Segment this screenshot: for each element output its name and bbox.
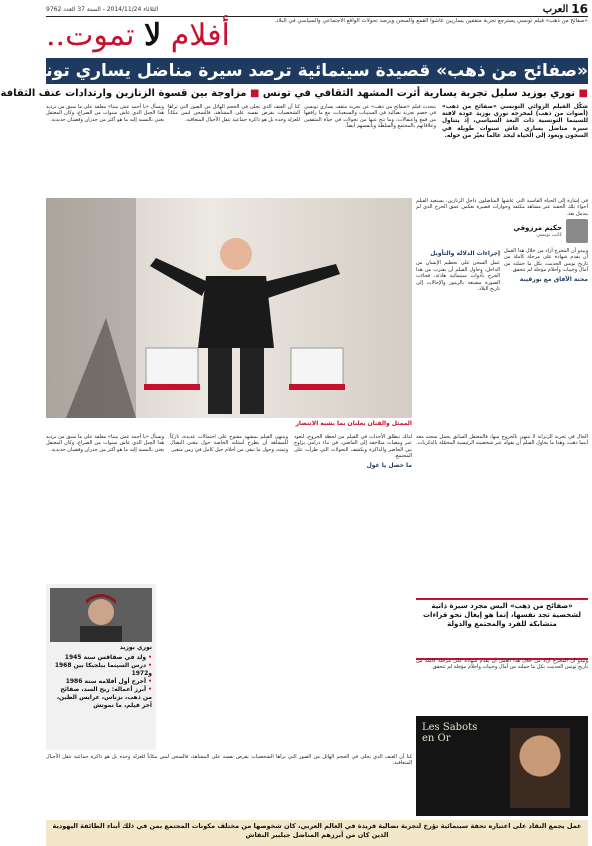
pull-quote: «صفائح من ذهب» اليس مجرد سيرة ذاتية لشخصية تجد نفسها، إنما هو إيغال نحو قراءات متشابكة للفرد والمجتمع والدولة — [416, 598, 588, 660]
photo-scene — [46, 198, 412, 418]
poster-face-icon — [510, 728, 570, 808]
article-column: ويسأل «يا أحمد عش بيننا» معلقة على ما سبق من ترديد هذا الجيل الذي عاش سنوات من الصراع، وكان المعتقل يعني بالنسبة إليه ما هو أكثر من جدران وقضبان حديدية. — [46, 434, 164, 453]
article-photo — [46, 198, 412, 418]
actor-arm-icon — [150, 258, 208, 296]
section-title-red: أفلام — [170, 18, 230, 53]
article-column: الحال في تجربة الزنزانة لا تنتهي بالخروج منها، فالمعتقل السابق يحمل سجنه معه أينما ذهب، وهذا ما يحاول الفيلم أن يقوله عبر شخصيته الرئيسية المحمّلة بالذكريات. — [416, 434, 588, 447]
subhead-part-2: مزاوجة بين قسوة الزنازين وارتدادات عنف الثقافة — [0, 88, 247, 99]
director-portrait-icon — [50, 588, 152, 642]
article-column: يتحدث فيلم «صفائح من ذهب» عن تجربة مثقف يساري تونسي في خضم تجربة نضالية في الستينات والسبعينات، مع ما رافقها من قمع واعتقالات، وما نتج عنها من تحولات في حياة المثقفين وعلاقاتهم بالمجتمع والسلطة وبأنفسهم أيضاً. — [304, 104, 436, 130]
bio-item: • درس السينما ببلجيكا بين 1968 و1972 — [50, 662, 152, 678]
article-column: ويبدو أن المخرج أراد من خلال هذا العمل أن يقدم شهادة على مرحلة كاملة من تاريخ تونس الحديث، بكل ما حملته من آمال وخيبات وأحلام مؤجلة لم تتحقق. — [416, 658, 588, 671]
actor-body-icon — [198, 276, 274, 348]
photo-caption: الممثل والفنان يعلنان بما يشبه الانتصار — [295, 420, 412, 427]
section-title-tail: تموت.. — [46, 18, 135, 53]
bio-item: • أخرج أول أفلامه سنة 1986 — [50, 678, 152, 686]
footer-banner: عمل يجمع النقاد على اعتباره تحفة سينمائية تؤرخ لتجربة نضالية فريدة في العالم العربي، كان شخوصها من مختلف مكونات المجتمع بمن في ذلك أبناء الطائفة اليهودية الذين كان من أبرزهم المناضل جيلبير النقاش — [46, 820, 588, 846]
actor-leg-icon — [240, 348, 264, 414]
author-role: كاتب تونسي — [536, 232, 562, 238]
bio-title: نوري بوزيد — [119, 644, 152, 651]
subhead-part-1: نوري بوزيد سليل تجربة يسارية أثرت المشهد الثقافي في تونس — [262, 88, 576, 99]
article-column: وينتهي الفيلم بمشهد مفتوح على احتمالات عديدة، تاركاً للمشاهد أن يطرح أسئلته الخاصة حول معنى النضال وثمنه، وحول ما تبقى من أحلام جيل كامل في زمن متغير. — [170, 434, 288, 453]
author-name: حكيم مرزوقي — [513, 224, 562, 232]
crosshead: ما حصل يا غول — [366, 461, 412, 469]
chair-seat-icon — [144, 384, 200, 390]
crosshead: محنة الآفاق مع بورقيبة — [519, 275, 588, 283]
article-column — [416, 248, 500, 418]
page-number-block — [543, 2, 588, 16]
bio-list — [50, 654, 152, 710]
article-column — [504, 248, 588, 418]
actor-leg-icon — [208, 348, 232, 414]
poster-title: Les Sabots en Or — [422, 722, 478, 744]
page-header — [46, 2, 588, 17]
article-column — [294, 434, 412, 750]
bullet-icon: ■ — [249, 88, 260, 99]
column-text: عمل السجن على تحطيم الإنسان من الداخل، وحاول الفيلم أن يقترب من هذا الجرح بأدوات سينمائية هادئة، فجاءت الصورة مشبعة بالرموز والإحالات إلى تاريخ البلاد. — [416, 260, 500, 293]
chair-icon — [146, 348, 198, 388]
article-column: في إشارة إلى الحياة القاسية التي عاشها المناضلون داخل الزنازين، يستعيد الفيلم أجواء تلك الحقبة عبر مشاهد مكثفة وحوارات قصيرة تعكس عمق الجرح الذي لم يندمل بعد. — [416, 198, 588, 217]
director-photo — [50, 588, 152, 642]
article-column: ويسأل «يا أحمد عش بيننا» معلقة على ما سبق من ترديد هذا الجيل الذي عاش سنوات من الصراع، وكان المعتقل يعني بالنسبة إليه ما هو أكثر من جدران وقضبان حديدية. — [46, 104, 164, 123]
director-bio-box — [46, 584, 156, 750]
bio-item: • أبرز أعماله: ريح السد، صفائح من ذهب، بزناس، عرايس الطين، آخر فيلم، ما نموتش — [50, 686, 152, 710]
column-text: لذلك تنطلق الأحداث في الفيلم من لحظة الخروج، لتعود عبر ومضات متلاحقة إلى الماضي، في بناء درامي يزاوج بين الحاضر والذاكرة ويكشف التحولات التي طرأت على المجتمع. — [294, 434, 412, 460]
newspaper-logo: العرب — [542, 3, 569, 15]
seated-figure-icon — [66, 318, 136, 418]
byline-text — [513, 224, 562, 238]
article-headline: «صفائح من ذهب» قصيدة سينمائية ترصد سيرة مناضل يساري تونسي — [46, 58, 588, 84]
film-poster — [416, 716, 588, 816]
page-number: 16 — [571, 2, 588, 16]
section-title-black: لا — [144, 18, 162, 53]
byline — [416, 218, 588, 244]
actor-arm-icon — [264, 264, 340, 298]
chair-icon — [291, 348, 343, 388]
author-avatar — [566, 219, 588, 243]
chair-seat-icon — [289, 384, 345, 390]
bullet-icon: ■ — [578, 88, 588, 99]
actor-head-icon — [220, 238, 252, 270]
article-column: كنا أن العنف الذي تجلى في الحجم الهائل من الصور التي تراها الشخصيات يفرض نفسه على المشاهد، فالسجن ليس مكاناً للعزلة وحده بل هو ذاكرة جماعية تثقل الأجيال المتعاقبة. — [168, 104, 300, 123]
column-text: ويبدو أن المخرج أراد من خلال هذا العمل أن يقدم شهادة على مرحلة كاملة من تاريخ تونس الحديث، بكل ما حملته من آمال وخيبات وأحلام مؤجلة لم تتحقق. — [504, 248, 588, 274]
dateline: الثلاثاء 2014/11/24 - السنة 37 العدد 9762 — [46, 5, 159, 13]
section-title — [46, 16, 246, 56]
article-subhead — [0, 86, 588, 102]
article-lede: شكّل الفيلم الروائي التونسي «صفائح من ذهب» (أصوات من ذهب) لمخرجه نوري بوزيد عودة لافتة للسينما التونسية ذات البعد السياسي، إذ يتناول سيرة مناضل يساري عاش سنوات طويلة في السجون ويعود إلى الحياة ليجد عالماً تغيّر من حوله. — [442, 104, 588, 139]
article-column: كنا أن العنف الذي تجلى في الحجم الهائل من الصور التي تراها الشخصيات يفرض نفسه على المشاهد، فالسجن ليس مكاناً للعزلة وحده بل هو ذاكرة جماعية تثقل الأجيال المتعاقبة. — [46, 754, 412, 767]
kicker-text: «صفائح من ذهب» فيلم تونسي يسترجع تجربة مثقفين يساريين عاشوا القمع والسجن ويرصد تحولات الواقع الاجتماعي والسياسي في البلاد. — [274, 18, 588, 24]
crosshead: إجراءات الدلالة والتأويل — [430, 250, 500, 257]
bio-item: • ولد في صفاقس سنة 1945 — [50, 654, 152, 662]
